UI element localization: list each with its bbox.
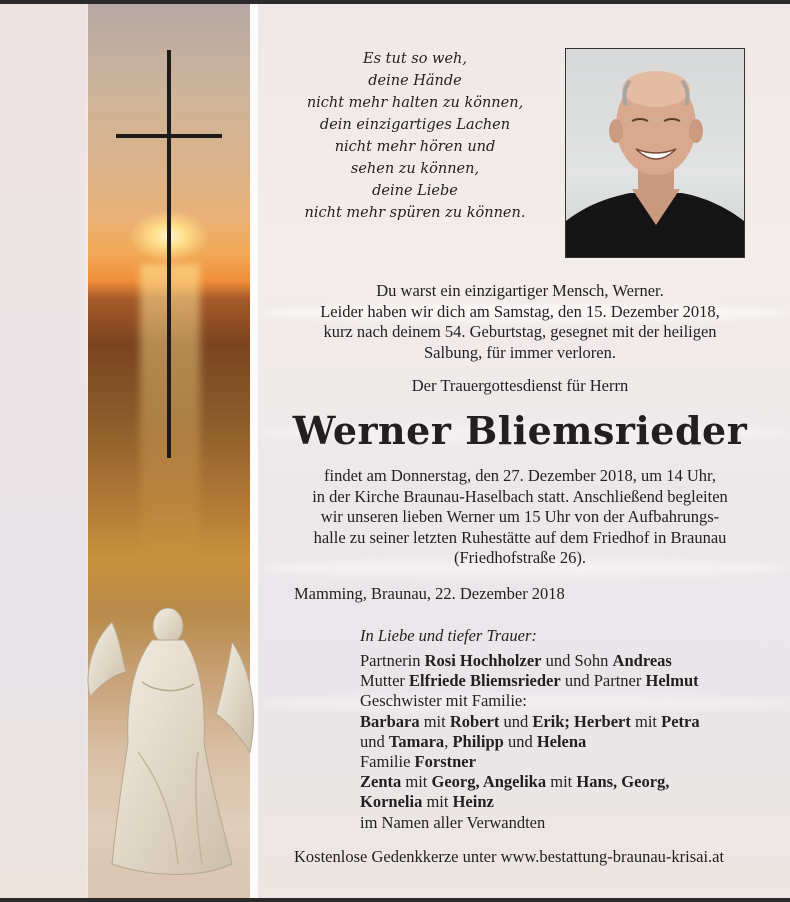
- mourner-line: Geschwister mit Familie:: [360, 691, 527, 711]
- mourner-name: Tamara: [388, 731, 445, 751]
- mourner-name: Philipp: [452, 731, 504, 751]
- intro-line: Leider haben wir dich am Samstag, den 15. Dezember 2018,: [320, 301, 720, 321]
- poem-line: dein einzigartiges Lachen: [319, 117, 511, 133]
- mourner-name: Andreas: [612, 651, 672, 670]
- service-line: wir unseren lieben Werner um 15 Uhr von der Aufbahrungs-: [320, 507, 720, 526]
- mourner-text: und Partner: [560, 671, 646, 691]
- intro-line: kurz nach deinem 54. Geburtstag, gesegnet mit der heiligen: [323, 322, 717, 341]
- mourner-name: Helmut: [645, 671, 699, 691]
- mourner-name: Kornelia: [360, 792, 423, 812]
- mourner-line: [360, 772, 700, 792]
- mourner-name: Georg, Angelika: [431, 772, 547, 792]
- poem-line: deine Hände: [368, 73, 462, 89]
- cross-icon: [167, 50, 171, 458]
- poem-line: sehen zu können,: [350, 161, 480, 177]
- service-line: findet am Donnerstag, den 27. Dezember 2018, um 14 Uhr,: [323, 466, 717, 485]
- service-line: (Friedhofstraße 26).: [454, 548, 586, 567]
- deceased-name: Werner Bliemsrieder: [292, 408, 748, 453]
- mourner-line: [360, 712, 700, 732]
- mourner-line: im Namen aller Verwandten: [360, 812, 546, 832]
- mourner-line: [360, 651, 700, 671]
- poem: [280, 48, 550, 224]
- mourner-name: Helena: [536, 731, 587, 751]
- poem-line: nicht mehr spüren zu können.: [304, 205, 526, 221]
- intro-text: [270, 281, 770, 363]
- mourner-name: Petra: [661, 711, 700, 731]
- place-date: Mamming, Braunau, 22. Dezember 2018: [294, 584, 565, 603]
- poem-line: deine Liebe: [372, 183, 458, 199]
- mourner-name: Hans, Georg,: [576, 772, 670, 792]
- mourner-line: [360, 792, 700, 812]
- mourner-text: und: [503, 731, 537, 751]
- mourner-text: mit: [419, 711, 450, 731]
- mourning-heading: In Liebe und tiefer Trauer:: [360, 626, 537, 645]
- mourner-text: und: [499, 711, 533, 731]
- mourner-text: und Sohn: [541, 651, 613, 670]
- portrait-photo: [565, 48, 745, 258]
- mourner-line: [360, 732, 700, 752]
- memorial-candle-link[interactable]: Kostenlose Gedenkkerze unter www.bestattung-braunau-krisai.at: [294, 847, 725, 866]
- poem-line: nicht mehr halten zu können,: [306, 95, 524, 111]
- service-line: halle zu seiner letzten Ruhestätte auf dem Friedhof in Braunau: [313, 527, 727, 547]
- left-sea-strip: [0, 4, 86, 898]
- mourner-name: Zenta: [360, 772, 402, 792]
- mourner-text: Familie: [360, 752, 415, 772]
- mourner-text: Partnerin: [360, 651, 425, 670]
- intro-line: Du warst ein einzigartiger Mensch, Werner.: [376, 281, 664, 300]
- mourner-line: [360, 752, 700, 772]
- mourner-name: Erik; Herbert: [532, 711, 631, 731]
- mourner-name: Forstner: [414, 752, 476, 772]
- mourner-line: [360, 671, 700, 691]
- service-text: [270, 466, 770, 569]
- cross-icon-crossbar: [116, 134, 222, 138]
- mourners-list: [360, 651, 700, 833]
- mourner-name: Heinz: [452, 792, 494, 812]
- mourner-text: mit: [630, 711, 662, 731]
- intro-line: Salbung, für immer verloren.: [424, 342, 616, 362]
- service-line: in der Kirche Braunau-Haselbach statt. Anschließend begleiten: [312, 486, 728, 506]
- poem-line: nicht mehr hören und: [334, 139, 496, 155]
- mourner-name: Robert: [449, 711, 500, 731]
- mourner-text: und: [360, 731, 389, 751]
- mourner-text: Mutter: [360, 671, 410, 691]
- mourner-text: mit: [422, 792, 453, 812]
- angel-figurine: [82, 602, 260, 882]
- poem-line: Es tut so weh,: [363, 51, 467, 67]
- mourner-text: mit: [401, 772, 432, 792]
- mourner-name: Barbara: [360, 711, 420, 731]
- mourner-text: mit: [546, 772, 577, 792]
- mourner-name: Elfriede Bliemsrieder: [409, 671, 561, 691]
- service-intro: Der Trauergottesdienst für Herrn: [411, 376, 629, 395]
- mourner-name: Rosi Hochholzer: [424, 651, 542, 670]
- mourner-text: ,: [444, 731, 453, 751]
